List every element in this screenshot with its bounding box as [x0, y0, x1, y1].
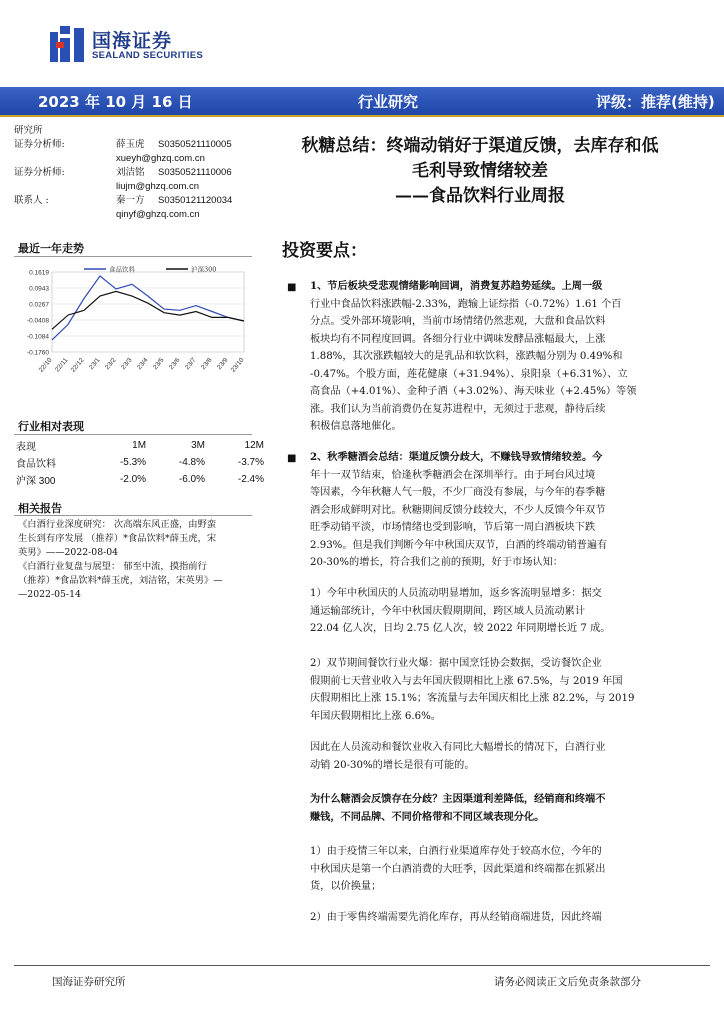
y-tick-label: -0.0408: [26, 317, 49, 325]
point-2-line: 2、秋季糖酒会总结：渠道反馈分歧大，不赚钱导致情绪较差。今: [310, 451, 603, 463]
perf-heading: 行业相对表现: [18, 420, 84, 433]
x-tick-label: 23/1: [88, 356, 102, 371]
analyst-cert-2: S0350521110006: [158, 167, 232, 178]
company-logo-mark: [50, 24, 88, 64]
y-tick-label: 0.0267: [29, 301, 49, 309]
contact-role: 联系人 :: [14, 195, 49, 206]
question-line: 为什么糖酒会反馈存在分歧？主因渠道利差降低，经销商和终端不: [310, 793, 606, 805]
analyst-name-2: 刘洁铭: [116, 167, 145, 178]
perf-cell: -6.0%: [178, 474, 206, 485]
point-1-line: 分点。受外部环境影响，当前市场情绪仍然悲观，大盘和食品饮料: [310, 316, 606, 327]
perf-col-3m: 3M: [191, 440, 206, 451]
related-rule: [14, 515, 252, 516]
related-heading: 相关报告: [18, 502, 62, 515]
point-2-line: 酒会形成鲜明对比。秋糖期间反馈分歧较大，不少人反馈今年双节: [310, 504, 606, 516]
question-line: 赚钱，不同品牌、不同价格带和不同区域表现分化。: [310, 810, 545, 823]
contact-name: 秦一方: [116, 195, 145, 206]
table-row: [16, 454, 264, 471]
point-2-question: [310, 791, 686, 826]
perf-cell: -2.0%: [119, 474, 147, 485]
sub-2-line: 2）双节期间餐饮行业火爆：据中国烹饪协会数据，受访餐饮企业: [310, 658, 602, 669]
point-1-line: -0.47%。个股方面，莲花健康（+31.94%）、泉阳泉（+6.31%）、立: [310, 368, 628, 380]
point-2-line: 20-30%的增长，符合我们之前的预期，好于市场认知：: [310, 557, 563, 568]
table-row: [16, 471, 264, 488]
perf-cell: -3.7%: [237, 457, 264, 468]
sub-1-line: 通运输部统计，今年中秋国庆假期期间，跨区域人员流动累计: [310, 605, 586, 617]
point-2-reason-2: [310, 909, 686, 927]
y-tick-label: -0.1760: [26, 349, 49, 357]
perf-cell: -5.3%: [119, 457, 147, 468]
x-tick-label: 22/12: [69, 356, 86, 374]
analyst-email-2[interactable]: liujm@ghzq.com.cn: [116, 181, 200, 192]
related-line[interactable]: 《白酒行业深度研究： 次高端东风正盛，由野蛮: [18, 519, 217, 530]
perf-header-row: [16, 437, 264, 454]
series-line-2: [52, 291, 244, 329]
analyst-email-1[interactable]: xueyh@ghzq.com.cn: [116, 153, 205, 164]
bullet-icon: ■: [287, 453, 297, 464]
x-tick-label: 23/2: [104, 356, 118, 371]
point-1-line: 板块均有不同程度回调。各细分行业中调味发酵品涨幅最大，上涨: [310, 333, 606, 345]
x-tick-label: 22/10: [37, 356, 54, 374]
related-line[interactable]: 生长到有序发展 （推荐）*食品饮料*薛玉虎，宋: [18, 533, 217, 544]
points-heading: 投资要点：: [282, 241, 367, 261]
x-tick-label: 23/6: [168, 356, 182, 371]
point-1-line: 1.88%，其次涨跌幅较大的是乳品和软饮料，涨跌幅分别为 0.49%和: [310, 351, 623, 362]
perf-cell: -2.4%: [237, 474, 264, 485]
sub-1-line: 22.04 亿人次，日均 2.75 亿人次，较 2022 年同期增长近 7 成。: [310, 623, 611, 634]
x-tick-label: 22/11: [54, 356, 70, 374]
trend-heading: 最近一年走势: [18, 242, 84, 255]
bullet-icon: ■: [287, 282, 297, 293]
related-line[interactable]: （推荐）*食品饮料*薛玉虎，刘洁铭，宋英男》—: [18, 575, 223, 586]
point-2-sub-1: [310, 585, 686, 638]
perf-table: [16, 437, 264, 488]
report-date: 2023 年 10 月 16 日: [38, 93, 193, 111]
contact-cert: S0350121120034: [158, 195, 233, 206]
point-2-line: 等因素，今年秋糖人气一般，不少厂商没有参展，与今年的春季糖: [310, 487, 606, 498]
related-line[interactable]: —2022-05-14: [18, 589, 81, 600]
header-rule: [0, 115, 724, 117]
company-name-en: SEALAND SECURITIES: [92, 50, 203, 61]
point-2: [310, 449, 686, 572]
analyst-role-1: 证券分析师:: [14, 139, 65, 150]
perf-row-label: 食品饮料: [16, 459, 56, 470]
perf-row-label: 沪深 300: [16, 476, 56, 487]
footer-rule: [14, 965, 710, 966]
analyst-role-2: 证券分析师:: [14, 167, 65, 178]
point-2-line: 2.93%。但是我们判断今年中秋国庆双节，白酒的终端动销普遍有: [310, 539, 608, 551]
point-1-line: 积极信息落地催化。: [310, 421, 402, 432]
institute-label: 研究所: [14, 125, 43, 136]
sub-2-line: 年国庆假期相比上涨 6.6%。: [310, 710, 441, 722]
report-title: [270, 134, 690, 209]
reason-1-line: 1）由于疫情三年以来，白酒行业渠道库存处于较高水位，今年的: [310, 846, 602, 857]
x-tick-label: 23/7: [184, 356, 198, 371]
company-name: 国海证券: [92, 30, 173, 52]
perf-rule: [14, 434, 252, 435]
x-tick-label: 23/3: [120, 356, 134, 371]
title-line-1: 秋糖总结：终端动销好于渠道反馈，去库存和低: [301, 136, 659, 156]
conclusion-line: 动销 20-30%的增长是很有可能的。: [310, 759, 475, 771]
footer-left: 国海证券研究所: [52, 976, 126, 988]
perf-col-1m: 1M: [132, 440, 147, 451]
sub-1-line: 1）今年中秋国庆的人员流动明显增加，返乡客流明显增多：据交: [310, 588, 602, 599]
report-category: 行业研究: [358, 93, 419, 111]
trend-rule: [14, 256, 252, 257]
y-tick-label: -0.1084: [26, 333, 49, 341]
report-rating: 评级：推荐(维持): [596, 93, 715, 111]
related-list: [18, 518, 264, 602]
perf-col-12m: 12M: [244, 440, 264, 451]
point-2-conclusion: [310, 739, 686, 774]
x-tick-label: 23/8: [200, 356, 214, 371]
series-line-1: [52, 276, 244, 340]
point-2-line: 旺季动销平淡，市场情绪也受到影响，节后第一周白酒板块下跌: [310, 522, 596, 533]
conclusion-line: 因此在人员流动和餐饮业收入有同比大幅增长的情况下，白酒行业: [310, 742, 606, 753]
perf-cell: -4.8%: [178, 457, 206, 468]
x-tick-label: 23/9: [216, 356, 230, 371]
point-1-line: 1、节后板块受悲观情绪影响回调，消费复苏趋势延续。上周一级: [310, 280, 603, 292]
analyst-cert-1: S0350521110005: [158, 139, 232, 150]
related-line[interactable]: 英男》——2022-08-04: [18, 547, 119, 558]
y-tick-label: 0.1619: [29, 269, 49, 277]
plot-frame: [52, 272, 244, 352]
header-band: [0, 87, 724, 115]
point-2-line: 年十一双节结束，恰逢秋季糖酒会在深圳举行。由于珂台风过境: [310, 469, 596, 481]
x-tick-label: 23/10: [229, 356, 246, 374]
y-tick-label: 0.0943: [29, 285, 49, 293]
sub-2-line: 庆假期相比上涨 15.1%；客流量与去年国庆相比上涨 82.2%，与 2019: [310, 693, 635, 704]
point-2-reason-1: [310, 843, 686, 896]
contact-email[interactable]: qinyf@ghzq.com.cn: [116, 209, 200, 220]
sub-2-line: 假期前七天营业收入与去年国庆假期相比上涨 67.5%，与 2019 年国: [310, 675, 623, 687]
x-tick-label: 23/5: [152, 356, 166, 371]
legend-label: 沪深300: [191, 265, 217, 274]
reason-1-line: 中秋国庆是第一个白酒消费的大旺季，因此渠道和终端都在抓紧出: [310, 863, 606, 875]
point-2-sub-2: [310, 655, 686, 725]
x-tick-label: 23/4: [136, 356, 150, 371]
point-1-line: 高食品（+4.01%）、金种子酒（+3.02%）、海天味业（+2.45%）等领: [310, 386, 637, 397]
trend-chart: [14, 262, 252, 402]
point-1-line: 行业中食品饮料涨跌幅-2.33%，跑输上证综指（-0.72%）1.61 个百: [310, 298, 622, 310]
title-line-3: ——食品饮料行业周报: [395, 186, 565, 206]
point-1-line: 涨。我们认为当前消费仍在复苏进程中，无须过于悲观，静待后续: [310, 403, 606, 415]
point-1: [310, 278, 686, 436]
analyst-name-1: 薛玉虎: [116, 139, 145, 150]
perf-col-label: 表现: [16, 442, 36, 453]
footer-right: 请务必阅读正文后免责条款部分: [494, 976, 641, 988]
reason-2-line: 2）由于零售终端需要先消化库存，再从经销商端进货，因此终端: [310, 912, 602, 923]
reason-1-line: 货，以价换量；: [310, 881, 382, 892]
legend-label: 食品饮料: [109, 265, 135, 274]
related-line[interactable]: 《白酒行业复盘与展望： 郁至中流，摸指前行: [18, 561, 207, 572]
title-line-2: 毛利导致情绪较差: [412, 161, 548, 181]
